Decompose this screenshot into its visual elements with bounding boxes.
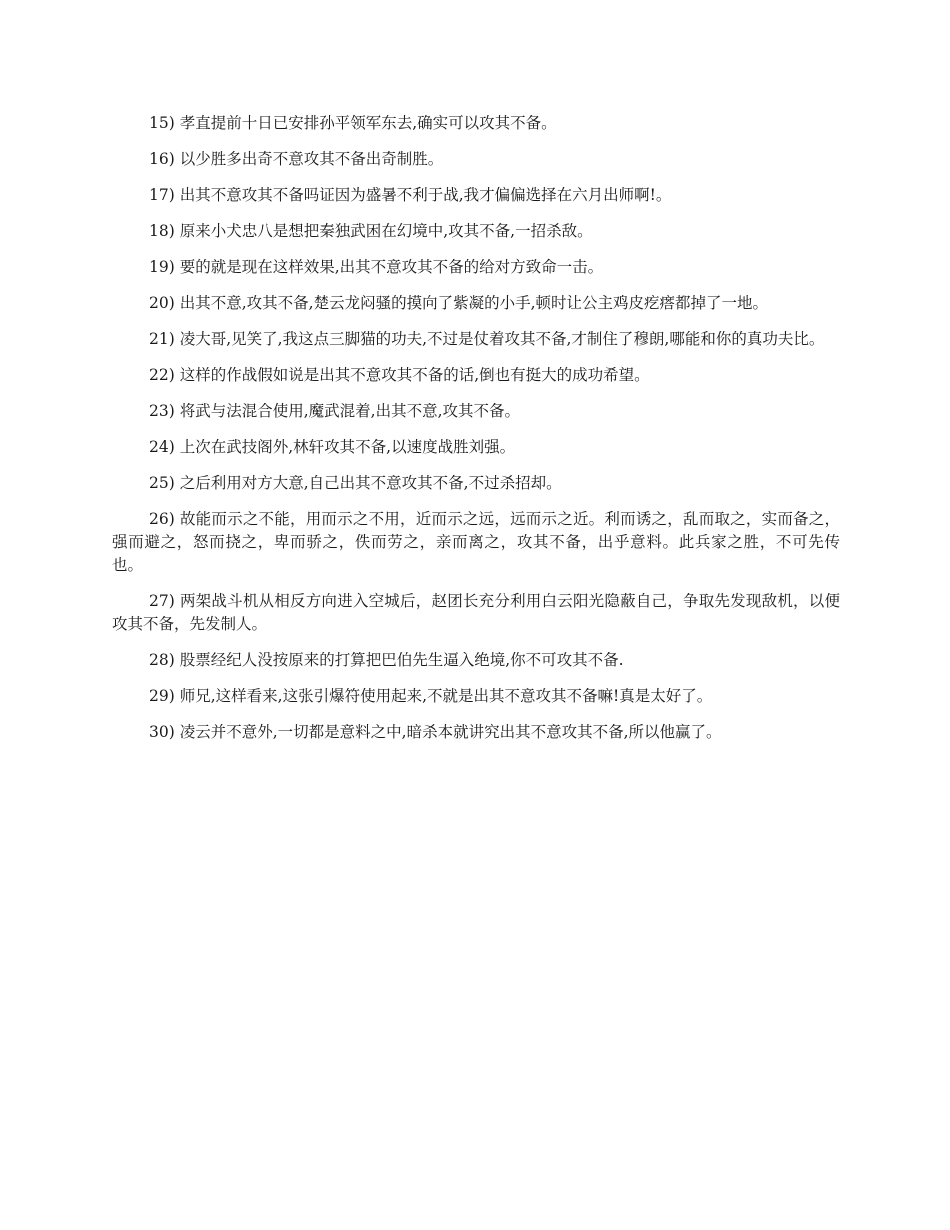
sentence-paragraph [112,721,840,744]
sentence-number: 25) [149,474,175,492]
sentence-text: 凌大哥,见笑了,我这点三脚猫的功夫,不过是仗着攻其不备,才制住了穆朗,哪能和你的真功夫比。 [179,330,825,348]
sentence-text: 师兄,这样看来,这张引爆符使用起来,不就是出其不意攻其不备嘛!真是太好了。 [179,687,713,705]
sentence-paragraph [112,364,840,387]
sentence-text: 以少胜多出奇不意攻其不备出奇制胜。 [179,150,444,168]
sentence-text: 出其不意,攻其不备,楚云龙闷骚的摸向了紫凝的小手,顿时让公主鸡皮疙瘩都掉了一地。 [179,294,769,312]
sentence-paragraph [112,685,840,708]
sentence-number: 15) [149,114,175,132]
sentence-number: 30) [149,723,175,741]
sentence-number: 17) [149,186,175,204]
sentence-paragraph [112,472,840,495]
sentence-paragraph [112,590,840,636]
sentence-paragraph [112,292,840,315]
sentence-number: 23) [149,402,175,420]
sentence-number: 22) [149,366,175,384]
sentence-text: 故能而示之不能，用而示之不用，近而示之远，远而示之近。利而诱之，乱而取之，实而备之，强而避之，怒而挠之，卑而骄之，佚而劳之，亲而离之，攻其不备，出乎意料。此兵家之胜，不可先传也。 [112,510,840,574]
sentence-text: 将武与法混合使用,魔武混着,出其不意,攻其不备。 [179,402,521,420]
sentence-paragraph [112,112,840,135]
sentence-text: 之后利用对方大意,自己出其不意攻其不备,不过杀招却。 [179,474,562,492]
sentence-text: 出其不意攻其不备吗证因为盛暑不利于战,我才偏偏选择在六月出师啊!。 [179,186,672,204]
sentence-number: 18) [149,222,175,240]
sentence-paragraph [112,220,840,243]
sentence-text: 两架战斗机从相反方向进入空城后，赵团长充分利用白云阳光隐蔽自己，争取先发现敌机，以便攻其不备，先发制人。 [112,592,840,633]
sentence-paragraph [112,328,840,351]
sentence-text: 股票经纪人没按原来的打算把巴伯先生逼入绝境,你不可攻其不备. [179,651,624,669]
sentence-text: 上次在武技阁外,林轩攻其不备,以速度战胜刘强。 [179,438,516,456]
sentence-paragraph [112,436,840,459]
sentence-number: 27) [149,592,175,610]
sentence-number: 28) [149,651,175,669]
sentence-paragraph [112,649,840,672]
sentence-number: 29) [149,687,175,705]
sentence-number: 26) [149,510,175,528]
sentence-text: 原来小犬忠八是想把秦独武困在幻境中,攻其不备,一招杀敌。 [179,222,593,240]
sentence-number: 16) [149,150,175,168]
sentence-paragraph [112,508,840,577]
sentence-number: 24) [149,438,175,456]
sentence-number: 19) [149,258,175,276]
document-page [112,112,840,757]
sentence-paragraph [112,256,840,279]
sentence-number: 21) [149,330,175,348]
sentence-text: 孝直提前十日已安排孙平领军东去,确实可以攻其不备。 [179,114,557,132]
sentence-text: 这样的作战假如说是出其不意攻其不备的话,倒也有挺大的成功希望。 [179,366,650,384]
sentence-text: 凌云并不意外,一切都是意料之中,暗杀本就讲究出其不意攻其不备,所以他赢了。 [179,723,722,741]
sentence-paragraph [112,148,840,171]
sentence-paragraph [112,400,840,423]
sentence-number: 20) [149,294,175,312]
sentence-text: 要的就是现在这样效果,出其不意攻其不备的给对方致命一击。 [179,258,604,276]
sentence-paragraph [112,184,840,207]
